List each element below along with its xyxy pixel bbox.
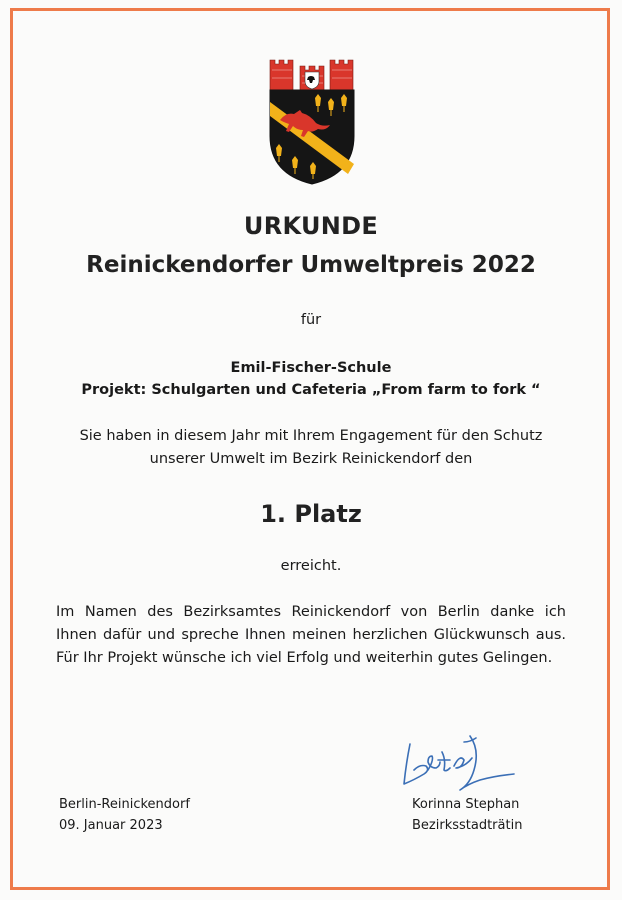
award-name: Reinickendorfer Umweltpreis 2022 bbox=[86, 252, 536, 278]
for-word: für bbox=[300, 312, 322, 328]
footer-right bbox=[412, 794, 522, 836]
thanks-paragraph-line-3: Für Ihr Projekt wünsche ich viel Erfolg und weiterhin gutes Gelingen. bbox=[56, 650, 553, 666]
issue-place: Berlin-Reinickendorf bbox=[59, 797, 190, 812]
signature-image bbox=[398, 730, 528, 800]
intro-text-line-1: Sie haben in diesem Jahr mit Ihrem Engagement für den Schutz bbox=[79, 428, 543, 444]
issue-date: 09. Januar 2023 bbox=[59, 818, 163, 833]
placement: 1. Platz bbox=[260, 500, 362, 528]
signer-title: Bezirksstadträtin bbox=[412, 818, 523, 833]
achieved-text: erreicht. bbox=[280, 558, 342, 574]
intro-text-line-2: unserer Umwelt im Bezirk Reinickendorf den bbox=[149, 451, 473, 467]
footer-left bbox=[59, 794, 190, 836]
signer-name: Korinna Stephan bbox=[412, 797, 520, 812]
certificate-title: URKUNDE bbox=[243, 212, 379, 240]
school-name: Emil-Fischer-Schule bbox=[230, 360, 392, 376]
thanks-paragraph-line-1: Im Namen des Bezirksamtes Reinickendorf von Berlin danke ich bbox=[56, 604, 566, 620]
project-name: Projekt: Schulgarten und Cafeteria „From farm to fork “ bbox=[81, 382, 541, 398]
thanks-paragraph-line-2: Ihnen dafür und spreche Ihnen meinen herzlichen Glückwunsch aus. bbox=[56, 627, 566, 643]
coat-of-arms-icon bbox=[266, 56, 358, 186]
